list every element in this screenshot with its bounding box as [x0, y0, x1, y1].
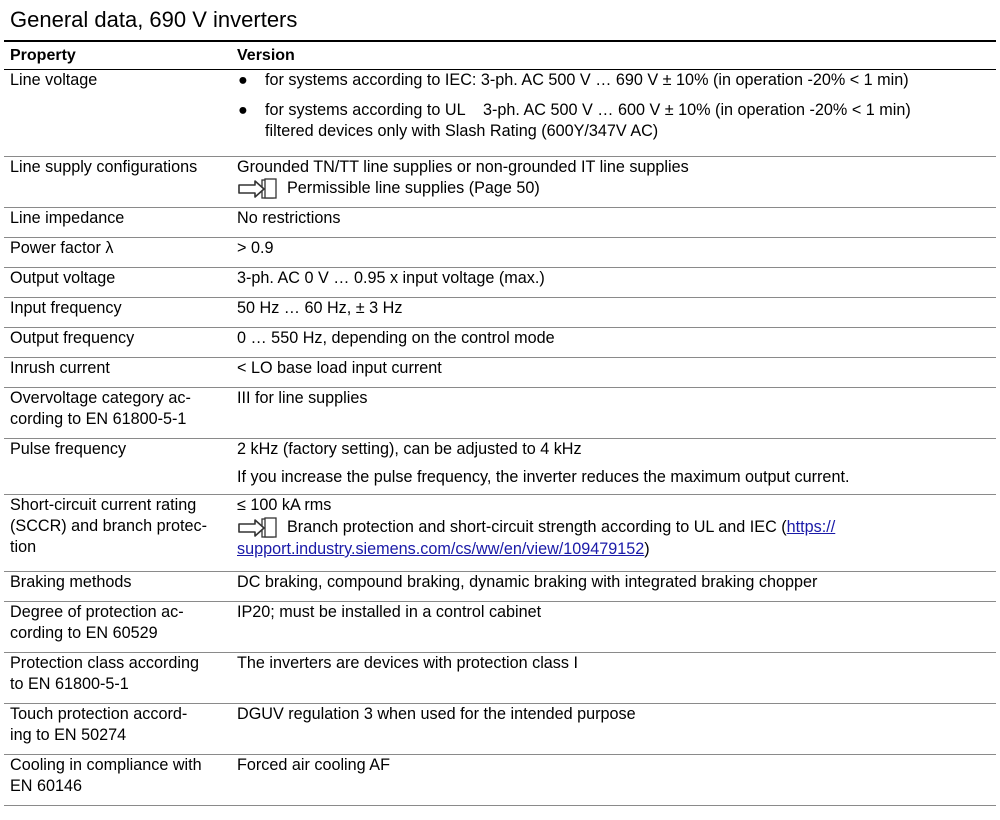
- property-text: ing to EN 50274: [10, 726, 127, 744]
- version-cell: The inverters are devices with protection class I: [231, 653, 996, 704]
- row-touch-protection: [4, 704, 996, 755]
- property-cell: [4, 388, 231, 439]
- property-cell: Power factor λ: [4, 238, 231, 268]
- row-line-impedance: [4, 208, 996, 238]
- version-cell: 0 … 550 Hz, depending on the control mode: [231, 328, 996, 358]
- version-cell: [231, 157, 996, 208]
- cross-reference-arrow-icon: [237, 178, 277, 200]
- bullet-text-ul: for systems according to UL 3-ph. AC 500 V … 600 V ± 10% (in operation -20% < 1 min): [265, 101, 911, 119]
- cross-reference-text: [287, 517, 835, 538]
- row-output-voltage: [4, 268, 996, 298]
- bullet-dot-icon: ●: [238, 71, 248, 89]
- cross-reference-branch-protection: [237, 517, 990, 539]
- reference-text: Branch protection and short-circuit strength according to UL and IEC (: [287, 518, 787, 536]
- property-cell: Pulse frequency: [4, 439, 231, 495]
- link-continuation: [237, 539, 990, 560]
- row-protection-class: [4, 653, 996, 704]
- version-text: 2 kHz (factory setting), can be adjusted to 4 kHz: [237, 440, 582, 458]
- version-cell: [231, 439, 996, 495]
- version-cell: III for line supplies: [231, 388, 996, 439]
- row-sccr: [4, 495, 996, 572]
- version-cell: < LO base load input current: [231, 358, 996, 388]
- bullet-text-iec: for systems according to IEC: 3-ph. AC 500 V … 690 V ± 10% (in operation -20% < 1 min): [265, 71, 909, 89]
- property-text: cording to EN 60529: [10, 624, 158, 642]
- property-cell: [4, 602, 231, 653]
- version-cell: IP20; must be installed in a control cabinet: [231, 602, 996, 653]
- closing-paren: ): [644, 540, 650, 558]
- property-cell: Inrush current: [4, 358, 231, 388]
- version-cell: Forced air cooling AF: [231, 755, 996, 806]
- property-text: Degree of protection ac-: [10, 603, 184, 621]
- row-pulse-frequency: [4, 439, 996, 495]
- version-cell: 50 Hz … 60 Hz, ± 3 Hz: [231, 298, 996, 328]
- version-cell: 3-ph. AC 0 V … 0.95 x input voltage (max.): [231, 268, 996, 298]
- cross-reference-arrow-icon: [237, 517, 277, 539]
- row-degree-of-protection: [4, 602, 996, 653]
- property-text: cording to EN 61800-5-1: [10, 410, 187, 428]
- page-title: General data, 690 V inverters: [10, 7, 298, 32]
- property-text: Cooling in compliance with: [10, 756, 202, 774]
- header-version: Version: [231, 41, 996, 70]
- property-cell: Line voltage: [4, 70, 231, 157]
- property-text: to EN 61800-5-1: [10, 675, 129, 693]
- header-property: Property: [4, 41, 231, 70]
- row-output-frequency: [4, 328, 996, 358]
- property-cell: Line impedance: [4, 208, 231, 238]
- bullet-dot-icon: ●: [238, 101, 248, 119]
- bullet-item-iec: [237, 70, 990, 91]
- property-text: Touch protection accord-: [10, 705, 188, 723]
- general-data-table: [4, 40, 996, 806]
- version-text: Grounded TN/TT line supplies or non-grounded IT line supplies: [237, 158, 689, 176]
- row-inrush-current: [4, 358, 996, 388]
- row-cooling: [4, 755, 996, 806]
- cross-reference-permissible-line-supplies[interactable]: [237, 178, 990, 200]
- property-text: Overvoltage category ac-: [10, 389, 191, 407]
- siemens-support-link[interactable]: https://: [786, 518, 836, 536]
- property-cell: Input frequency: [4, 298, 231, 328]
- property-cell: Line supply configurations: [4, 157, 231, 208]
- version-text: If you increase the pulse frequency, the inverter reduces the maximum output current.: [237, 468, 850, 486]
- property-text: (SCCR) and branch protec-: [10, 517, 208, 535]
- property-cell: [4, 495, 231, 572]
- property-cell: [4, 755, 231, 806]
- property-text: tion: [10, 538, 37, 556]
- version-text: ≤ 100 kA rms: [237, 496, 332, 514]
- row-braking-methods: [4, 572, 996, 602]
- property-cell: [4, 653, 231, 704]
- row-line-voltage: [4, 70, 996, 157]
- version-cell: [231, 495, 996, 572]
- bullet-text-ul-note: filtered devices only with Slash Rating (600Y/347V AC): [265, 122, 659, 140]
- version-cell: DGUV regulation 3 when used for the intended purpose: [231, 704, 996, 755]
- version-cell: No restrictions: [231, 208, 996, 238]
- property-text: Short-circuit current rating: [10, 496, 197, 514]
- row-line-supply: [4, 157, 996, 208]
- cross-reference-text[interactable]: Permissible line supplies (Page 50): [287, 179, 540, 197]
- row-input-frequency: [4, 298, 996, 328]
- table-header-row: [4, 41, 996, 70]
- bullet-item-ul: [237, 100, 990, 142]
- row-power-factor: [4, 238, 996, 268]
- property-text: Protection class according: [10, 654, 199, 672]
- version-cell: [231, 70, 996, 157]
- property-cell: Braking methods: [4, 572, 231, 602]
- property-cell: Output frequency: [4, 328, 231, 358]
- row-overvoltage-category: [4, 388, 996, 439]
- property-cell: [4, 704, 231, 755]
- property-text: EN 60146: [10, 777, 82, 795]
- siemens-support-link-continued[interactable]: support.industry.siemens.com/cs/ww/en/view/109479152: [237, 540, 645, 558]
- version-cell: > 0.9: [231, 238, 996, 268]
- property-cell: Output voltage: [4, 268, 231, 298]
- version-cell: DC braking, compound braking, dynamic braking with integrated braking chopper: [231, 572, 996, 602]
